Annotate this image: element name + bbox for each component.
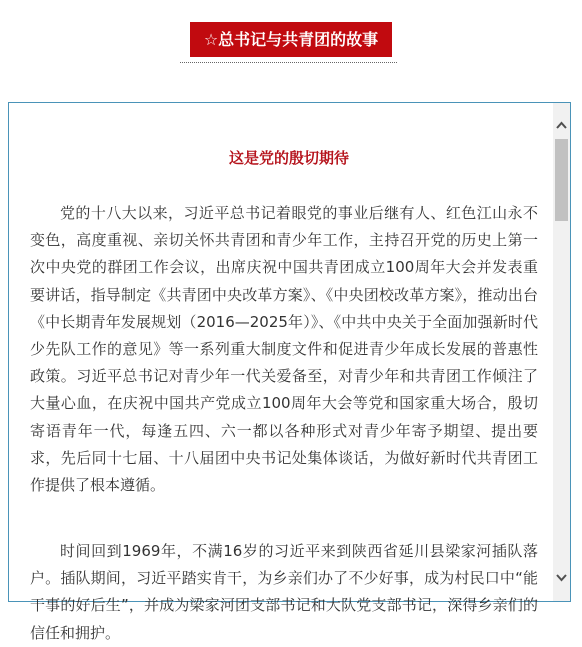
scroll-down-button[interactable] [553, 570, 570, 587]
section-header [0, 22, 582, 57]
scroll-thumb[interactable] [555, 139, 568, 221]
vertical-scrollbar[interactable] [553, 103, 570, 601]
chevron-down-icon [556, 574, 567, 582]
chevron-up-icon [556, 121, 567, 129]
article-scroll-box[interactable] [8, 102, 571, 642]
scroll-up-button[interactable] [553, 117, 570, 134]
article-paragraph: 时间回到1969年，不满16岁的习近平来到陕西省延川县梁家河插队落户。插队期间，习近平踏实肯干，为乡亲们办了不少好事，成为村民口中“能干事的好后生”，并成为梁家河团支部书记和大队党支部书记，深得乡亲们的信任和拥护。 [30, 542, 538, 642]
article-paragraph: 党的十八大以来，习近平总书记着眼党的事业后继有人、红色江山永不变色，高度重视、亲切关怀共青团和青少年工作，主持召开党的历史上第一次中央党的群团工作会议，出席庆祝中国共青团成立100周年大会并发表重要讲话，指导制定《共青团中央改革方案》、《中央团校改革方案》，推动出台《中长期青年发展规划（2016—2025年）》、《中共中央关于全面加强新时代少先队工作的意见》等一系列重大制度文件和促进青少年成长发展的普惠性政策。习近平总书记对青少年一代关爱备至，对青少年和共青团工作倾注了大量心血，在庆祝中国共产党成立100周年大会等党和国家重大场合，殷切寄语青年一代，每逢五四、六一都以各种形式对青少年寄予期望、提出要求，先后同十七届、十八届团中央书记处集体谈话，为做好新时代共青团工作提供了根本遵循。 [30, 204, 538, 495]
section-title: ☆总书记与共青团的故事 [190, 22, 392, 57]
title-dotted-underline [180, 62, 397, 63]
article-title: 这是党的殷切期待 [228, 149, 349, 167]
article-content [9, 103, 552, 642]
